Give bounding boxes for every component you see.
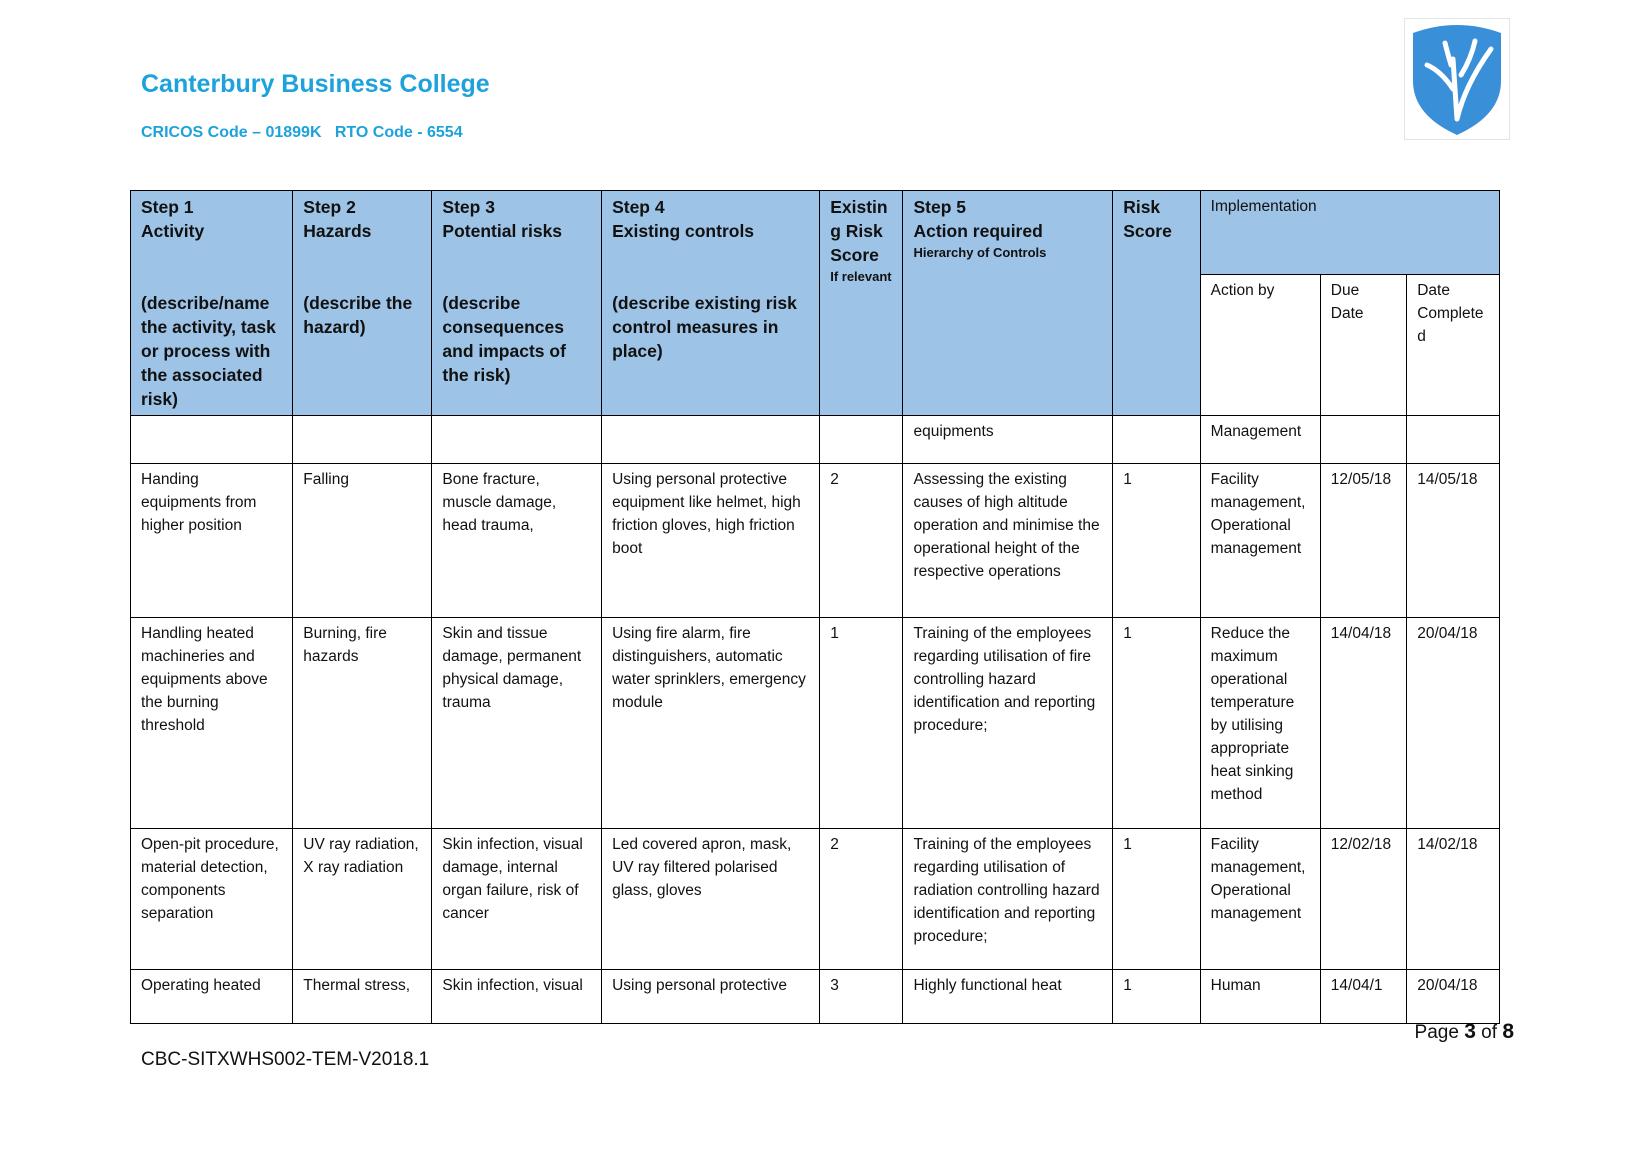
cell-risk-score: 1 — [1113, 618, 1200, 829]
cell-activity — [131, 416, 293, 464]
page-total: 8 — [1502, 1020, 1514, 1043]
rto-code: RTO Code - 6554 — [334, 124, 463, 141]
cell-risk-score: 1 — [1113, 829, 1200, 970]
cell-activity: Handling heated machineries and equipments above the burning threshold — [131, 618, 293, 829]
cell-risks — [432, 416, 602, 464]
cell-hazards — [293, 416, 432, 464]
header-due-date: Due Date — [1320, 275, 1406, 416]
cell-action-by: Facility management, Operational management — [1200, 829, 1320, 970]
page-number: Page 3 of 8 — [1414, 1020, 1514, 1043]
header-existing-controls: Step 4 Existing controls (describe existing risk control measures in place) — [602, 191, 820, 416]
cell-action: Assessing the existing causes of high altitude operation and minimise the operational height of the respective operations — [903, 464, 1113, 618]
cell-activity: Handing equipments from higher position — [131, 464, 293, 618]
cell-due-date: 12/02/18 — [1320, 829, 1406, 970]
college-shield-logo — [1404, 18, 1510, 140]
cell-controls: Led covered apron, mask, UV ray filtered polarised glass, gloves — [602, 829, 820, 970]
cell-controls: Using personal protective equipment like helmet, high friction gloves, high friction boot — [602, 464, 820, 618]
cell-controls: Using personal protective — [602, 970, 820, 1024]
cell-action: equipments — [903, 416, 1113, 464]
risk-assessment-table — [130, 190, 1500, 1024]
cricos-code: CRICOS Code – 01899K — [141, 124, 322, 141]
cell-action-by: Facility management, Operational management — [1200, 464, 1320, 618]
cell-date-completed: 14/02/18 — [1407, 829, 1500, 970]
cell-due-date: 14/04/18 — [1320, 618, 1406, 829]
table-row — [131, 416, 1500, 464]
header-existing-risk-score: Existing Risk Score If relevant — [820, 191, 903, 416]
cell-existing-score — [820, 416, 903, 464]
header-activity: Step 1 Activity (describe/name the activity, task or process with the associated risk) — [131, 191, 293, 416]
cell-action-by: Management — [1200, 416, 1320, 464]
cell-risk-score — [1113, 416, 1200, 464]
header-hazards: Step 2 Hazards (describe the hazard) — [293, 191, 432, 416]
cell-existing-score: 3 — [820, 970, 903, 1024]
cell-existing-score: 1 — [820, 618, 903, 829]
cell-controls — [602, 416, 820, 464]
cell-action-by: Human — [1200, 970, 1320, 1024]
cell-risks: Skin and tissue damage, permanent physical damage, trauma — [432, 618, 602, 829]
cell-risk-score: 1 — [1113, 970, 1200, 1024]
cell-risks: Skin infection, visual — [432, 970, 602, 1024]
registration-codes — [141, 124, 463, 142]
cell-due-date — [1320, 416, 1406, 464]
cell-action: Training of the employees regarding utilisation of radiation controlling hazard identification and reporting procedure; — [903, 829, 1113, 970]
cell-due-date: 14/04/1 — [1320, 970, 1406, 1024]
cell-risks: Bone fracture, muscle damage, head trauma, — [432, 464, 602, 618]
cell-hazards: UV ray radiation, X ray radiation — [293, 829, 432, 970]
page-current: 3 — [1464, 1020, 1476, 1043]
cell-date-completed: 20/04/18 — [1407, 970, 1500, 1024]
header-risk-score: Risk Score — [1113, 191, 1200, 416]
cell-existing-score: 2 — [820, 829, 903, 970]
cell-action: Training of the employees regarding utilisation of fire controlling hazard identification and reporting procedure; — [903, 618, 1113, 829]
header-action-by: Action by — [1200, 275, 1320, 416]
cell-activity: Operating heated — [131, 970, 293, 1024]
table-row — [131, 618, 1500, 829]
cell-date-completed: 20/04/18 — [1407, 618, 1500, 829]
cell-date-completed: 14/05/18 — [1407, 464, 1500, 618]
cell-risk-score: 1 — [1113, 464, 1200, 618]
cell-hazards: Thermal stress, — [293, 970, 432, 1024]
cell-due-date: 12/05/18 — [1320, 464, 1406, 618]
cell-risks: Skin infection, visual damage, internal organ failure, risk of cancer — [432, 829, 602, 970]
header-action-required: Step 5 Action required Hierarchy of Controls — [903, 191, 1113, 416]
cell-existing-score: 2 — [820, 464, 903, 618]
header-date-completed: Date Completed — [1407, 275, 1500, 416]
table-row — [131, 464, 1500, 618]
header-implementation: Implementation — [1200, 191, 1499, 275]
cell-hazards: Falling — [293, 464, 432, 618]
cell-controls: Using fire alarm, fire distinguishers, automatic water sprinklers, emergency module — [602, 618, 820, 829]
cell-hazards: Burning, fire hazards — [293, 618, 432, 829]
cell-action: Highly functional heat — [903, 970, 1113, 1024]
cell-date-completed — [1407, 416, 1500, 464]
cell-action-by: Reduce the maximum operational temperature by utilising appropriate heat sinking method — [1200, 618, 1320, 829]
document-code: CBC-SITXWHS002-TEM-V2018.1 — [141, 1049, 430, 1070]
table-row — [131, 970, 1500, 1024]
table-row — [131, 829, 1500, 970]
cell-activity: Open-pit procedure, material detection, components separation — [131, 829, 293, 970]
college-name: Canterbury Business College — [141, 70, 490, 98]
header-potential-risks: Step 3 Potential risks (describe consequences and impacts of the risk) — [432, 191, 602, 416]
